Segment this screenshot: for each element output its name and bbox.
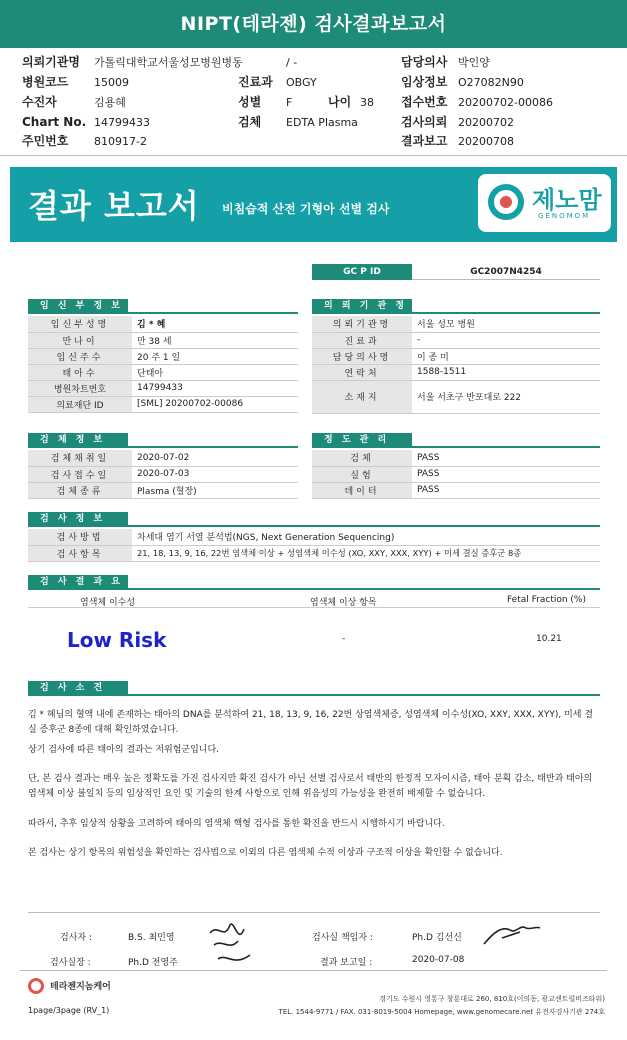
result-low-risk: Low Risk xyxy=(67,628,167,652)
summary-heading: 검 사 결 과 요 약 xyxy=(28,575,128,589)
qc-info-heading: 정 도 관 리 xyxy=(312,433,412,447)
gcpid-label: GC P ID xyxy=(312,264,412,280)
footer-contact: TEL. 1544-9771 / FAX. 031-8019-5004 Homepage, www.genomecare.net 유전자검사기관 274호 xyxy=(278,1008,605,1016)
info-receipt-label: 접수번호 xyxy=(401,95,448,109)
pregnant-info-table xyxy=(28,316,298,413)
table-row: 검사항목 21, 18, 13, 9, 16, 22번 염색체 이상 + 성염색체 이수성 (XO, XXY, XXX, XYY) + 미세 결실 증후군 8종 xyxy=(28,545,600,561)
tester-signature xyxy=(204,915,256,973)
opinion-paragraph: 김 * 혜님의 혈액 내에 존재하는 태아의 DNA를 분석하여 21, 18, 13, 9, 16, 22번 상염색체증, 성염색체 이수성(XO, XXY, XXX, XYY), 미세 결실 증후군 8종에 대해 확인하였습니다. xyxy=(28,710,594,735)
info-hospital-code-label: 병원코드 xyxy=(22,75,69,89)
info-dept-label: 진료과 xyxy=(238,75,273,89)
company-logo xyxy=(28,977,148,993)
info-sex-label: 성별 xyxy=(238,95,262,109)
info-doctor-value: 박인양 xyxy=(458,56,490,69)
table-row: 의뢰기관명 서울 성모 병원 xyxy=(312,316,600,332)
table-row: 만나이 만 38 세 xyxy=(28,332,298,348)
result-fetal-fraction: 10.21 xyxy=(536,634,562,644)
table-row: 검사방법 차세대 염기 서열 분석법(NGS, Next Generation Sequencing) xyxy=(28,529,600,545)
table-row: 검체채취일 2020-07-02 xyxy=(28,450,298,466)
report-banner xyxy=(10,167,617,242)
info-reported-value: 20200708 xyxy=(458,135,514,148)
tester-label: 검사자 : xyxy=(60,933,92,943)
footer-address: 경기도 수원시 영통구 창룡대로 260, 810호(이의동, 광교센트럴비즈타워) xyxy=(379,995,605,1003)
opinion-paragraph: 단, 본 검사 결과는 매우 높은 정확도를 가진 검사지만 확진 검사가 아닌 선별 검사로서 태반의 한정적 모자이시즘, 태아 분획 감소, 태반과 태아의 염색체 이상 불일치 등의 임상적인 요인 및 기술의 한계 사항으로 인해 위음성의 가능성을 완전히 배제할 수 없습니다. xyxy=(28,774,593,799)
test-info-table xyxy=(28,529,600,562)
test-info-heading: 검 사 정 보 xyxy=(28,512,128,526)
tester-name: B.S. 최민영 xyxy=(128,933,175,943)
info-institution-value: 가톨릭대학교서울성모병원병동 xyxy=(94,56,243,69)
opinion-paragraph: 따라서, 추후 임상적 상황을 고려하여 태아의 염색체 핵형 검사를 통한 확진을 반드시 시행하시기 바랍니다. xyxy=(28,819,445,829)
table-row: 태아수 단태아 xyxy=(28,364,298,380)
table-row: 병원차트번호 14799433 xyxy=(28,380,298,396)
report-date-label: 결과 보고일 : xyxy=(320,958,373,968)
info-requested-value: 20200702 xyxy=(458,116,514,129)
info-specimen-label: 검체 xyxy=(238,115,262,129)
table-row: 임신부성명 김 * 혜 xyxy=(28,316,298,332)
banner-title: 결과 보고서 xyxy=(28,187,200,225)
info-age-label: 나이 xyxy=(328,95,352,109)
table-row: 소재지 서울 서초구 반포대로 222 xyxy=(312,380,600,413)
summary-col-aneuploidy: 염색체 이수성 xyxy=(80,598,136,608)
table-row: 임신주수 20 주 1 일 xyxy=(28,348,298,364)
info-clinical-value: O27082N90 xyxy=(458,76,524,89)
info-chart-value: 14799433 xyxy=(94,116,150,129)
info-requested-label: 검사의뢰 xyxy=(401,115,448,129)
info-rrn-value: 810917-2 xyxy=(94,135,147,148)
summary-col-fetal-fraction: Fetal Fraction (%) xyxy=(507,595,586,605)
pregnant-info-heading: 임 신 부 정 보 xyxy=(28,299,128,313)
info-receipt-value: 20200702-00086 xyxy=(458,96,553,109)
table-row: 진료과 - xyxy=(312,332,600,348)
result-abnormal: - xyxy=(342,634,346,644)
info-ward-value: / - xyxy=(286,56,298,69)
info-sex-value: F xyxy=(286,96,293,109)
info-hospital-code-value: 15009 xyxy=(94,76,129,89)
genomom-logo xyxy=(478,174,611,232)
header-divider xyxy=(0,155,627,156)
sample-info-heading: 검 체 정 보 xyxy=(28,433,128,447)
info-patient-value: 김용혜 xyxy=(94,96,126,109)
logo-subtext: GENOMOM xyxy=(538,212,591,220)
sample-info-table xyxy=(28,450,298,499)
logo-text: 제노맘 xyxy=(532,186,602,214)
opinion-paragraph: 본 검사는 상기 항목의 위험성을 확인하는 검사법으로 이외의 다른 염색체 수적 이상과 구조적 이상을 확인할 수 없습니다. xyxy=(28,848,503,858)
gcpid-value: GC2007N4254 xyxy=(412,264,600,280)
logo-icon xyxy=(488,184,524,220)
summary-col-abnormal: 염색체 이상 항목 xyxy=(310,598,377,608)
gcpid xyxy=(312,264,600,280)
table-row: 검체 PASS xyxy=(312,450,600,466)
chief-label: 검사실 책임자 : xyxy=(312,933,373,943)
report-title: NIPT(테라젠) 검사결과보고서 xyxy=(0,0,627,48)
table-row: 검사접수일 2020-07-03 xyxy=(28,466,298,482)
table-row: 검체종류 Plasma (혈장) xyxy=(28,482,298,498)
director-label: 검사실장 : xyxy=(50,958,91,968)
chief-signature xyxy=(480,918,544,950)
summary-header xyxy=(28,592,600,608)
table-row: 연락처 1588-1511 xyxy=(312,364,600,380)
director-name: Ph.D 전영주 xyxy=(128,958,178,968)
info-dept-value: OBGY xyxy=(286,76,317,89)
info-reported-label: 결과보고 xyxy=(401,134,448,148)
chief-name: Ph.D 김선신 xyxy=(412,933,462,943)
info-chart-label: Chart No. xyxy=(22,115,87,129)
info-clinical-label: 임상정보 xyxy=(401,75,448,89)
info-doctor-label: 담당의사 xyxy=(401,55,448,69)
info-specimen-value: EDTA Plasma xyxy=(286,116,358,129)
info-rrn-label: 주민번호 xyxy=(22,134,69,148)
opinion-paragraph: 상기 검사에 따른 태아의 결과는 저위험군입니다. xyxy=(28,745,220,755)
page-number: 1page/3page (RV_1) xyxy=(28,1006,110,1015)
qc-info-table xyxy=(312,450,600,499)
table-row: 실험 PASS xyxy=(312,466,600,482)
report-date: 2020-07-08 xyxy=(412,955,465,965)
company-name: 테라젠지놈케어 xyxy=(50,982,111,992)
info-patient-label: 수진자 xyxy=(22,95,57,109)
table-row: 의료재단 ID [SML] 20200702-00086 xyxy=(28,396,298,412)
institution-info-table xyxy=(312,316,600,414)
banner-subtitle: 비침습적 산전 기형아 선별 검사 xyxy=(222,202,390,216)
institution-info-heading: 의 뢰 기 관 정 xyxy=(312,299,412,313)
table-row: 데이터 PASS xyxy=(312,482,600,498)
info-age-value: 38 xyxy=(360,96,374,109)
company-logo-icon xyxy=(28,978,44,994)
info-institution: 의뢰기관명 xyxy=(22,55,80,69)
table-row: 담당의사명 이 종 미 xyxy=(312,348,600,364)
opinion-heading: 검 사 소 견 xyxy=(28,681,128,695)
